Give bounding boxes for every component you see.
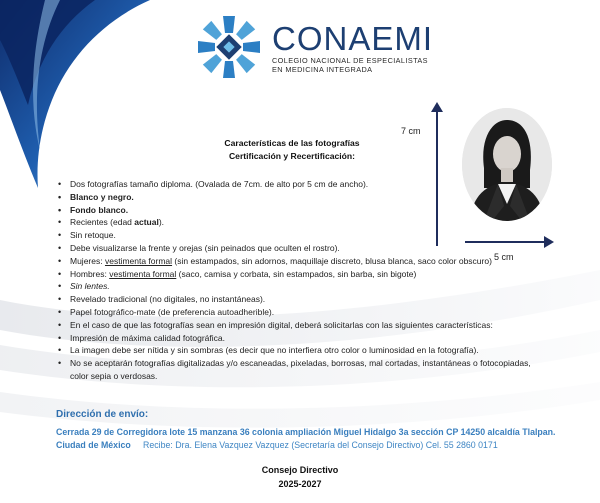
- portrait-photo: [462, 108, 552, 221]
- requirement-item: • Sin lentes.: [56, 280, 536, 293]
- width-label: 5 cm: [494, 252, 514, 262]
- requirement-prefix: Mujeres:: [70, 255, 105, 266]
- requirement-suffix: (saco, camisa y corbata, sin estampados, sin barba, sin bigote): [176, 268, 417, 279]
- requirement-prefix: Hombres:: [70, 268, 110, 279]
- height-label: 7 cm: [401, 126, 421, 136]
- requirement-item: • Revelado tradicional (no digitales, no instantáneas).: [56, 293, 536, 306]
- brand-name: CONAEMI: [272, 20, 434, 57]
- requirement-item: • Fondo blanco.: [56, 204, 536, 217]
- address-title: Dirección de envío:: [56, 409, 149, 420]
- requirements-list: [56, 178, 536, 383]
- requirement-item: • No se aceptarán fotografías digitalizadas y/o escaneadas, pixeladas, borrosas, mal cortadas, instantáneas o fotocopiadas, color sepia o verdosas.: [56, 357, 536, 383]
- requirement-underline: vestimenta formal: [109, 268, 177, 279]
- requirement-item: • Papel fotográfico-mate (de preferencia autoadherible).: [56, 306, 536, 319]
- requirement-item: • Dos fotografías tamaño diploma. (Ovalada de 7cm. de alto por 5 cm de ancho).: [56, 178, 536, 191]
- woman-portrait-icon: [462, 108, 552, 221]
- address-recipient: Recibe: Dra. Elena Vazquez Vazquez (Secretaría del Consejo Directivo) Cel. 55 2860 0171: [143, 440, 498, 450]
- section-title-line2: Certificación y Recertificación:: [228, 151, 356, 161]
- requirement-underline: vestimenta formal: [104, 255, 173, 266]
- requirement-suffix: (sin estampados, sin adornos, maquillaje discreto, blusa blanca, saco color obscuro): [172, 255, 492, 266]
- requirement-prefix: Recientes (edad: [70, 217, 135, 228]
- section-title-line1: Características de las fotografías: [224, 138, 360, 148]
- requirement-item: • Impresión de máxima calidad fotográfica.: [56, 332, 536, 345]
- requirement-item: [56, 216, 536, 229]
- address-body: [56, 426, 556, 452]
- conaemi-logo-icon: [196, 14, 262, 80]
- requirement-item: [56, 255, 536, 268]
- brand-block: [272, 22, 433, 74]
- requirement-suffix: ).: [158, 217, 165, 228]
- requirement-emphasis: actual: [134, 217, 159, 228]
- council-name: Consejo Directivo: [261, 465, 339, 475]
- brand-subtitle-line1: COLEGIO NACIONAL DE ESPECIALISTAS: [272, 56, 428, 65]
- requirement-item: • Sin retoque.: [56, 229, 536, 242]
- requirement-item: • En el caso de que las fotografías sean en impresión digital, deberá solicitarlas con las siguientes características:: [56, 319, 536, 332]
- requirement-item: • La imagen debe ser nítida y sin sombras (es decir que no interfiera otro color o luminosidad en la fotografía).: [56, 344, 536, 357]
- council-period: 2025-2027: [278, 479, 322, 489]
- requirement-item: [56, 268, 536, 281]
- brand-subtitle-line2: EN MEDICINA INTEGRADA: [272, 65, 373, 74]
- requirement-item: • Debe visualizarse la frente y orejas (sin peinados que oculten el rostro).: [56, 242, 536, 255]
- requirement-item: • Blanco y negro.: [56, 191, 536, 204]
- address-street: Cerrada 29 de Corregidora lote 15 manzana 36 colonia ampliación Miguel Hidalgo 3a sección CP 14250 alcaldía Tlalpan. Ciudad de México: [56, 427, 556, 450]
